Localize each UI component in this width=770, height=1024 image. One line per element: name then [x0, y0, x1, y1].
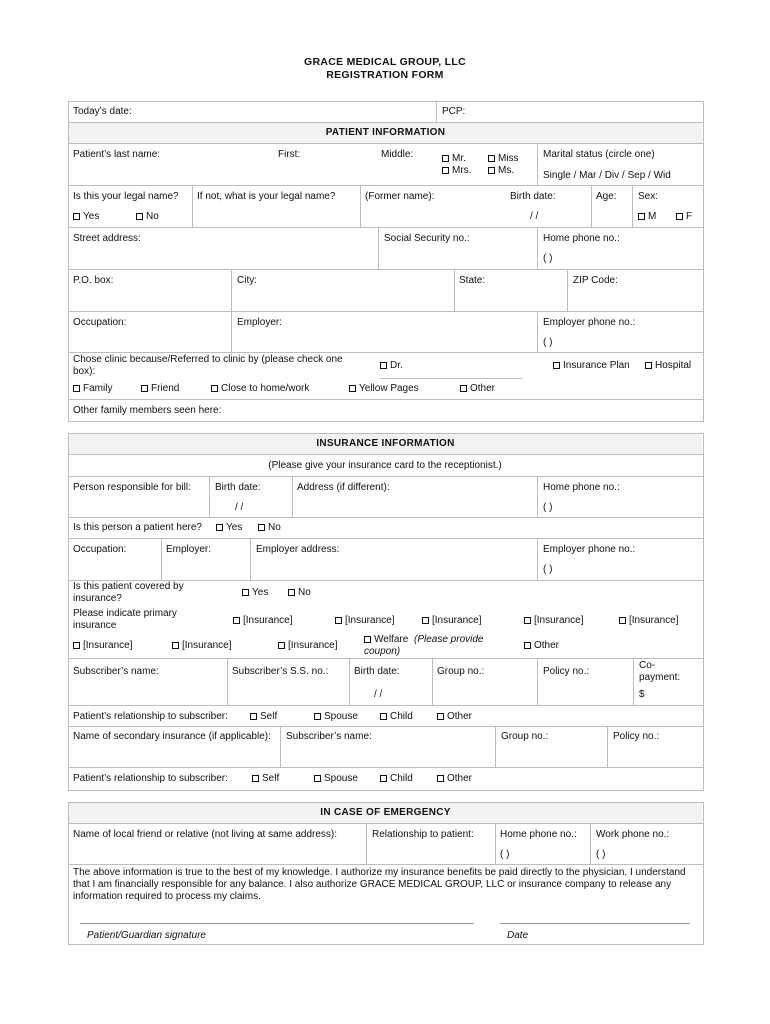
checkbox-icon	[141, 385, 148, 392]
relationship-spouse-option[interactable]: Spouse	[314, 711, 358, 723]
employer-label: Employer:	[237, 317, 283, 328]
welfare-option[interactable]: Welfare	[364, 634, 408, 646]
checkbox-icon	[314, 713, 321, 720]
emergency-home-phone-label: Home phone no.:	[500, 829, 577, 840]
signature-line[interactable]	[80, 923, 474, 924]
emergency-section-header: IN CASE OF EMERGENCY	[69, 803, 702, 823]
checkbox-icon	[233, 617, 240, 624]
legal-name-if-not: If not, what is your legal name?	[197, 191, 336, 202]
relationship2-self-option[interactable]: Self	[252, 773, 279, 785]
checkbox-icon	[288, 589, 295, 596]
po-box-label: P.O. box:	[73, 275, 114, 286]
checkbox-icon	[252, 775, 259, 782]
subscriber-birth-slashes: / /	[374, 689, 383, 700]
insurance-option-7[interactable]: [Insurance]	[172, 640, 231, 652]
referral-family-option[interactable]: Family	[73, 383, 112, 395]
street-address-label: Street address:	[73, 233, 141, 244]
ins-employer-address-label: Employer address:	[256, 544, 340, 555]
last-name-label: Patient’s last name:	[73, 149, 161, 160]
primary-insurance-label: Please indicate primary insurance	[73, 608, 177, 631]
org-title: GRACE MEDICAL GROUP, LLC	[304, 56, 466, 68]
insurance-option-8[interactable]: [Insurance]	[278, 640, 337, 652]
subscriber-ssn-label: Subscriber’s S.S. no.:	[232, 666, 329, 677]
checkbox-icon	[437, 775, 444, 782]
subscriber-birth-label: Birth date:	[354, 666, 400, 677]
employer-phone-parens: ( )	[543, 337, 553, 348]
referral-friend-option[interactable]: Friend	[141, 383, 179, 395]
referral-yellow-pages-option[interactable]: Yellow Pages	[349, 383, 419, 395]
checkbox-icon	[380, 362, 387, 369]
secondary-subscriber-label: Subscriber’s name:	[286, 731, 372, 742]
checkbox-icon	[553, 362, 560, 369]
date-line[interactable]	[500, 923, 690, 924]
secondary-insurance-label: Name of secondary insurance (if applicable):	[73, 731, 271, 742]
relationship2-spouse-option[interactable]: Spouse	[314, 773, 358, 785]
is-patient-no-option[interactable]: No	[258, 522, 281, 534]
checkbox-icon	[258, 524, 265, 531]
referral-hospital-option[interactable]: Hospital	[645, 360, 691, 372]
insurance-option-4[interactable]: [Insurance]	[524, 615, 583, 627]
relationship-other-option[interactable]: Other	[437, 711, 472, 723]
pcp-label: PCP:	[442, 106, 466, 117]
checkbox-icon	[524, 642, 531, 649]
insurance-option-6[interactable]: [Insurance]	[73, 640, 132, 652]
emergency-relationship-label: Relationship to patient:	[372, 829, 474, 840]
subscriber-name-label: Subscriber’s name:	[73, 666, 159, 677]
marital-status-label: Marital status (circle one)	[543, 149, 655, 160]
referral-dr-option[interactable]: Dr.	[380, 360, 403, 372]
referral-insurance-plan-option[interactable]: Insurance Plan	[553, 360, 630, 372]
sex-female-option[interactable]: F	[676, 211, 692, 223]
sex-male-option[interactable]: M	[638, 211, 656, 223]
title-miss-option[interactable]: Miss	[488, 153, 519, 165]
checkbox-icon	[437, 713, 444, 720]
covered-yes-option[interactable]: Yes	[242, 587, 268, 599]
zip-label: ZIP Code:	[573, 275, 618, 286]
checkbox-icon	[335, 617, 342, 624]
first-name-label: First:	[278, 149, 301, 160]
title-ms-option[interactable]: Ms.	[488, 165, 514, 177]
checkbox-icon	[380, 775, 387, 782]
insurance-option-5[interactable]: [Insurance]	[619, 615, 678, 627]
checkbox-icon	[676, 213, 683, 220]
patient-section-header: PATIENT INFORMATION	[69, 123, 702, 143]
ins-employer-label: Employer:	[166, 544, 212, 555]
responsible-label: Person responsible for bill:	[73, 482, 191, 493]
welfare-note: (Please provide coupon)	[364, 634, 484, 657]
checkbox-icon	[645, 362, 652, 369]
chose-clinic-label: Chose clinic because/Referred to clinic by (please check one box):	[73, 354, 343, 377]
responsible-birth-label: Birth date:	[215, 482, 261, 493]
todays-date-label: Today’s date:	[73, 106, 132, 117]
checkbox-icon	[242, 589, 249, 596]
legal-no-option[interactable]: No	[136, 211, 159, 223]
occupation-label: Occupation:	[73, 317, 127, 328]
checkbox-icon	[73, 385, 80, 392]
checkbox-icon	[216, 524, 223, 531]
sex-label: Sex:	[638, 191, 659, 202]
title-mrs-option[interactable]: Mrs.	[442, 165, 471, 177]
form-title: REGISTRATION FORM	[326, 69, 444, 81]
secondary-group-label: Group no.:	[501, 731, 549, 742]
checkbox-icon	[442, 167, 449, 174]
home-phone-parens: ( )	[543, 253, 553, 264]
responsible-birth-slashes: / /	[235, 502, 244, 513]
checkbox-icon	[460, 385, 467, 392]
checkbox-icon	[488, 167, 495, 174]
state-label: State:	[459, 275, 486, 286]
checkbox-icon	[524, 617, 531, 624]
authorization-statement: The above information is true to the best of my knowledge. I authorize my insurance benefits be paid directly to the physician. I understand that I am financially responsible for any balance. I also authorize GRACE MEDICAL GROUP, LLC or insurance company to release any information required to process my claims.	[73, 867, 686, 902]
age-label: Age:	[596, 191, 617, 202]
checkbox-icon	[442, 155, 449, 162]
ins-employer-phone-parens: ( )	[543, 564, 553, 575]
relationship-child-option[interactable]: Child	[380, 711, 413, 723]
local-contact-label: Name of local friend or relative (not living at same address):	[73, 829, 338, 840]
relationship2-child-option[interactable]: Child	[380, 773, 413, 785]
checkbox-icon	[73, 213, 80, 220]
is-patient-yes-option[interactable]: Yes	[216, 522, 242, 534]
checkbox-icon	[380, 713, 387, 720]
copayment-label: Co-payment:	[639, 660, 681, 683]
checkbox-icon	[278, 642, 285, 649]
home-phone-label: Home phone no.:	[543, 233, 620, 244]
checkbox-icon	[488, 155, 495, 162]
legal-name-question: Is this your legal name?	[73, 191, 179, 202]
ssn-label: Social Security no.:	[384, 233, 470, 244]
responsible-address-label: Address (if different):	[297, 482, 390, 493]
checkbox-icon	[638, 213, 645, 220]
emergency-work-phone-parens: ( )	[596, 849, 606, 860]
insurance-option-3[interactable]: [Insurance]	[422, 615, 481, 627]
covered-question: Is this patient covered by insurance?	[73, 581, 184, 604]
secondary-policy-label: Policy no.:	[613, 731, 660, 742]
checkbox-icon	[250, 713, 257, 720]
title-mr-option[interactable]: Mr.	[442, 153, 466, 165]
checkbox-icon	[73, 642, 80, 649]
covered-no-option[interactable]: No	[288, 587, 311, 599]
checkbox-icon	[211, 385, 218, 392]
insurance-option-2[interactable]: [Insurance]	[335, 615, 394, 627]
marital-status-options[interactable]: Single / Mar / Div / Sep / Wid	[543, 170, 671, 181]
city-label: City:	[237, 275, 257, 286]
is-patient-question: Is this person a patient here?	[73, 522, 202, 533]
insurance-other-option[interactable]: Other	[524, 640, 559, 652]
middle-name-label: Middle:	[381, 149, 414, 160]
policy-no-label: Policy no.:	[543, 666, 590, 677]
birth-date-slashes: / /	[530, 211, 539, 222]
checkbox-icon	[619, 617, 626, 624]
signature-label: Patient/Guardian signature	[87, 930, 206, 941]
checkbox-icon	[172, 642, 179, 649]
other-family-label: Other family members seen here:	[73, 405, 222, 416]
referral-other-option[interactable]: Other	[460, 383, 495, 395]
date-label: Date	[507, 930, 529, 941]
insurance-option-1[interactable]: [Insurance]	[233, 615, 292, 627]
ins-occupation-label: Occupation:	[73, 544, 127, 555]
checkbox-icon	[314, 775, 321, 782]
group-no-label: Group no.:	[437, 666, 485, 677]
birth-date-label: Birth date:	[510, 191, 556, 202]
checkbox-icon	[136, 213, 143, 220]
emergency-work-phone-label: Work phone no.:	[596, 829, 670, 840]
checkbox-icon	[422, 617, 429, 624]
responsible-home-phone-label: Home phone no.:	[543, 482, 620, 493]
former-name-label: (Former name):	[365, 191, 435, 202]
ins-employer-phone-label: Employer phone no.:	[543, 544, 636, 555]
referral-close-option[interactable]: Close to home/work	[211, 383, 309, 395]
relationship-label: Patient’s relationship to subscriber:	[73, 711, 228, 722]
emergency-home-phone-parens: ( )	[500, 849, 510, 860]
responsible-phone-parens: ( )	[543, 502, 553, 513]
relationship-self-option[interactable]: Self	[250, 711, 277, 723]
insurance-section-header: INSURANCE INFORMATION	[69, 434, 702, 454]
checkbox-icon	[349, 385, 356, 392]
relationship2-label: Patient’s relationship to subscriber:	[73, 773, 228, 784]
legal-yes-option[interactable]: Yes	[73, 211, 99, 223]
relationship2-other-option[interactable]: Other	[437, 773, 472, 785]
employer-phone-label: Employer phone no.:	[543, 317, 636, 328]
insurance-card-note: (Please give your insurance card to the receptionist.)	[268, 460, 502, 471]
copayment-dollar: $	[639, 689, 645, 700]
